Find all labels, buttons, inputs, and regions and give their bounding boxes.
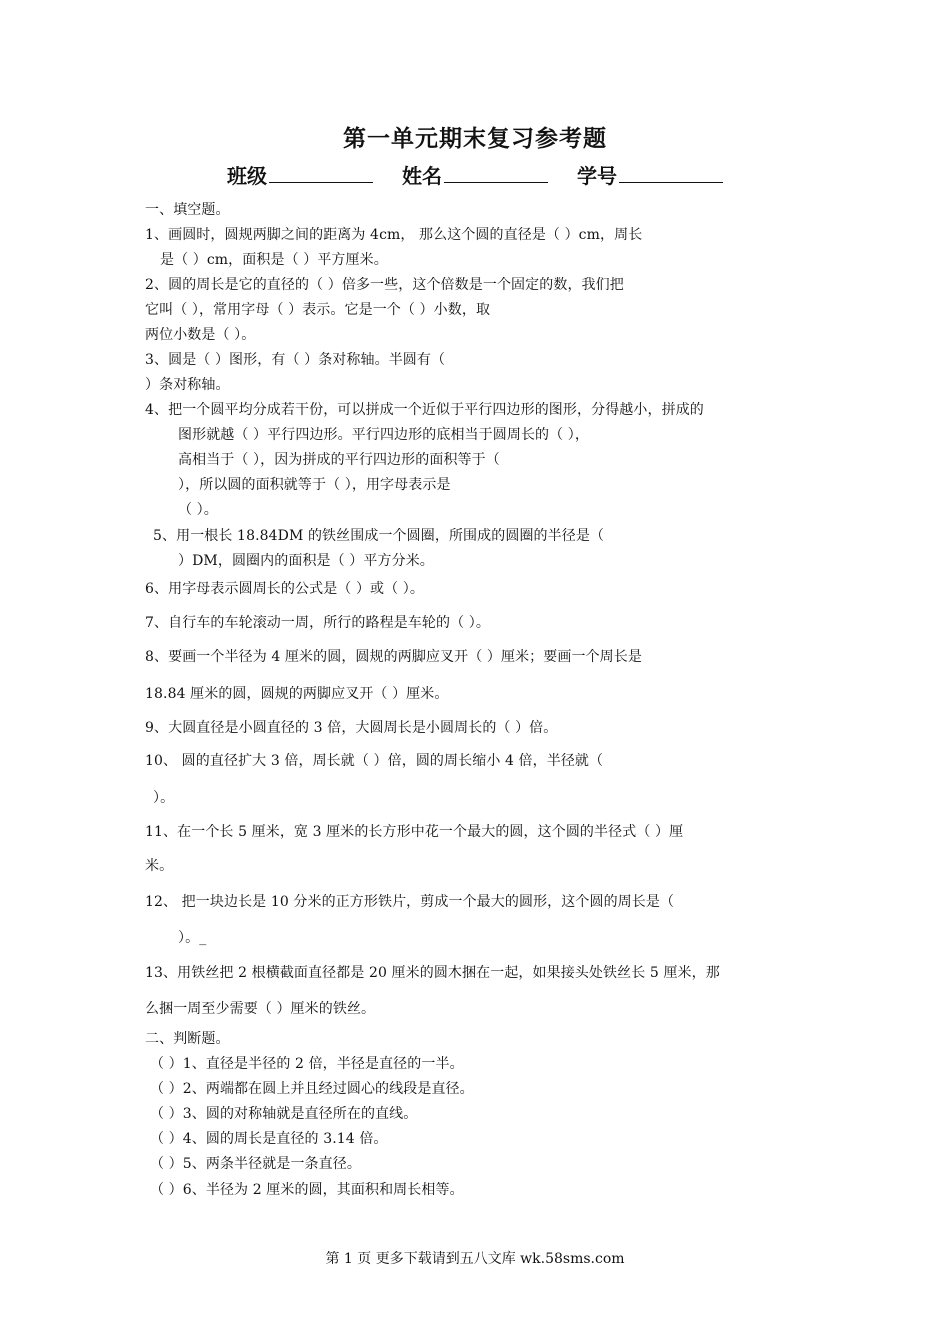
page-footer: 第 1 页 更多下载请到五八文库 wk.58sms.com: [325, 1251, 625, 1267]
question-13-cont: 么捆一周至少需要（ ）厘米的铁丝。: [145, 1001, 376, 1017]
question-10: 10、 圆的直径扩大 3 倍，周长就（ ）倍，圆的周长缩小 4 倍，半径就（: [145, 753, 604, 769]
question-13: 13、用铁丝把 2 根横截面直径都是 20 厘米的圆木捆在一起，如果接头处铁丝长 5 厘米，那: [145, 965, 720, 981]
question-12: 12、 把一块边长是 10 分米的正方形铁片，剪成一个最大的圆形，这个圆的周长是（: [145, 894, 675, 910]
class-blank[interactable]: [269, 164, 373, 183]
question-10-cont: ）。: [153, 790, 175, 806]
question-3: 3、圆是（ ）图形，有（ ）条对称轴。半圆有（: [145, 352, 446, 368]
student-id-blank[interactable]: [619, 164, 723, 183]
question-11-cont: 米。: [145, 858, 174, 874]
judge-item-2: （ ）2、两端都在圆上并且经过圆心的线段是直径。: [150, 1081, 474, 1097]
judge-item-6: （ ）6、半径为 2 厘米的圆，其面积和周长相等。: [150, 1182, 464, 1198]
judge-item-3: （ ）3、圆的对称轴就是直径所在的直线。: [150, 1106, 418, 1122]
question-5: 5、用一根长 18.84DM 的铁丝围成一个圆圈，所围成的圆圈的半径是（: [153, 528, 605, 544]
question-12-cont: ）。_: [178, 930, 207, 946]
section-heading-fill-blank: 一、填空题。: [145, 202, 230, 218]
judge-item-1: （ ）1、直径是半径的 2 倍，半径是直径的一半。: [150, 1056, 464, 1072]
question-2-cont: 它叫（ ），常用字母（ ）表示。它是一个（ ）小数，取: [145, 302, 491, 318]
question-7: 7、自行车的车轮滚动一周，所行的路程是车轮的（ ）。: [145, 615, 490, 631]
name-label: 姓名: [402, 164, 442, 188]
question-2: 2、圆的周长是它的直径的（ ）倍多一些，这个倍数是一个固定的数，我们把: [145, 277, 624, 293]
class-label: 班级: [227, 164, 268, 188]
student-info-row: [0, 160, 950, 189]
name-blank[interactable]: [444, 164, 548, 183]
question-9: 9、大圆直径是小圆直径的 3 倍，大圆周长是小圆周长的（ ）倍。: [145, 720, 558, 736]
judge-item-4: （ ）4、圆的周长是直径的 3.14 倍。: [150, 1131, 388, 1147]
question-2-cont: 两位小数是（ ）。: [145, 327, 256, 343]
page-title: 第一单元期末复习参考题: [343, 126, 607, 152]
judge-item-5: （ ）5、两条半径就是一条直径。: [150, 1156, 361, 1172]
question-3-cont: ）条对称轴。: [145, 377, 230, 393]
question-4-cont: （ ）。: [178, 502, 218, 518]
question-8: 8、要画一个半径为 4 厘米的圆，圆规的两脚应叉开（ ）厘米；要画一个周长是: [145, 649, 642, 665]
question-4-cont: 图形就越（ ）平行四边形。平行四边形的底相当于圆周长的（ ），: [178, 427, 589, 443]
question-8-cont: 18.84 厘米的圆，圆规的两脚应叉开（ ）厘米。: [145, 686, 449, 702]
student-id-label: 学号: [576, 164, 617, 188]
question-1: 1、画圆时，圆规两脚之间的距离为 4cm， 那么这个圆的直径是（ ）cm，周长: [145, 227, 643, 243]
question-4-cont: ），所以圆的面积就等于（ ），用字母表示是: [178, 477, 451, 493]
question-5-cont: ）DM，圆圈内的面积是（ ）平方分米。: [178, 553, 434, 569]
question-4: 4、把一个圆平均分成若干份，可以拼成一个近似于平行四边形的图形，分得越小，拼成的: [145, 402, 704, 418]
question-4-cont: 高相当于（ ），因为拼成的平行四边形的面积等于（: [178, 452, 500, 468]
question-11: 11、在一个长 5 厘米，宽 3 厘米的长方形中花一个最大的圆，这个圆的半径式（ ）厘: [145, 824, 684, 840]
question-6: 6、用字母表示圆周长的公式是（ ）或（ ）。: [145, 581, 425, 597]
question-1-cont: 是（ ）cm，面积是（ ）平方厘米。: [160, 252, 388, 268]
section-heading-true-false: 二、判断题。: [145, 1031, 230, 1047]
